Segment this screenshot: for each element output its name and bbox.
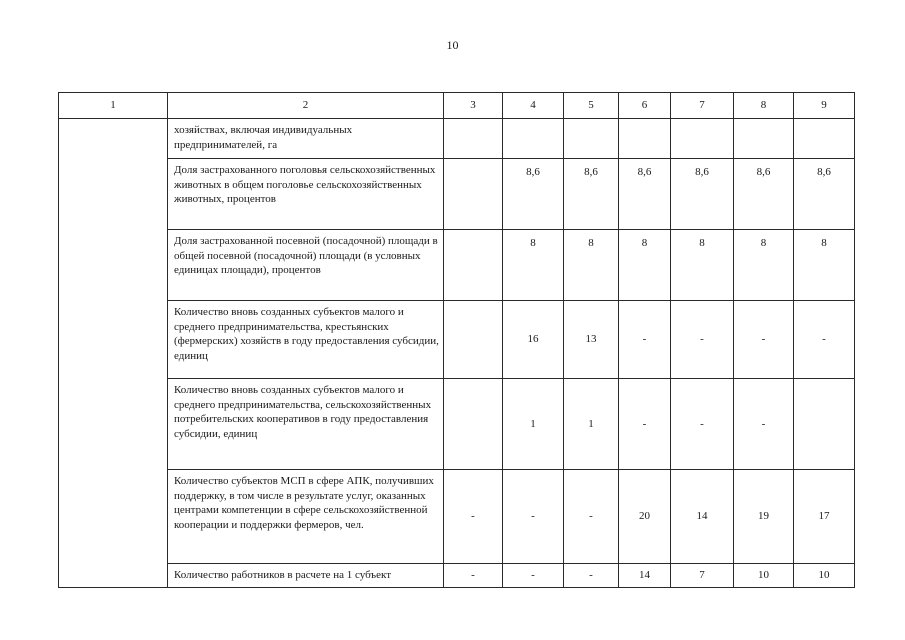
header-col-2: 2 <box>168 93 444 119</box>
value-cell <box>444 230 503 301</box>
value-cell: - <box>619 301 671 379</box>
value-cell: 10 <box>794 564 855 588</box>
indicator-label: хозяйствах, включая индивидуальных предпринимателей, га <box>168 119 444 159</box>
value-cell <box>444 159 503 230</box>
value-cell <box>619 119 671 159</box>
value-cell: 14 <box>671 470 734 564</box>
value-cell: 8 <box>564 230 619 301</box>
value-cell <box>564 119 619 159</box>
indicator-label: Количество субъектов МСП в сфере АПК, получивших поддержку, в том числе в результате услуг, оказанных центрами компетенции в сфере сельскохозяйственной кооперации и поддержки фермеров, чел. <box>168 470 444 564</box>
header-row <box>59 93 855 119</box>
value-cell: 16 <box>503 301 564 379</box>
table-row <box>59 301 855 379</box>
value-cell: 8 <box>794 230 855 301</box>
header-col-7: 7 <box>671 93 734 119</box>
value-cell: - <box>671 379 734 470</box>
value-cell: - <box>734 379 794 470</box>
header-col-8: 8 <box>734 93 794 119</box>
value-cell: 7 <box>671 564 734 588</box>
value-cell <box>794 119 855 159</box>
value-cell: - <box>794 301 855 379</box>
indicator-label: Доля застрахованного поголовья сельскохозяйственных животных в общем поголовье сельскохозяйственных животных, процентов <box>168 159 444 230</box>
value-cell: 19 <box>734 470 794 564</box>
table-row <box>59 470 855 564</box>
value-cell: 20 <box>619 470 671 564</box>
value-cell: 8,6 <box>619 159 671 230</box>
value-cell <box>444 119 503 159</box>
value-cell: 8,6 <box>734 159 794 230</box>
value-cell: 8 <box>619 230 671 301</box>
value-cell: - <box>564 470 619 564</box>
value-cell: 8 <box>503 230 564 301</box>
value-cell: 1 <box>564 379 619 470</box>
indicator-label: Доля застрахованной посевной (посадочной) площади в общей посевной (посадочной) площади (в условных единицах площади), процентов <box>168 230 444 301</box>
value-cell: 8 <box>671 230 734 301</box>
value-cell: - <box>734 301 794 379</box>
value-cell: - <box>444 470 503 564</box>
value-cell <box>671 119 734 159</box>
value-cell <box>734 119 794 159</box>
table-row <box>59 119 855 159</box>
value-cell: 14 <box>619 564 671 588</box>
header-col-5: 5 <box>564 93 619 119</box>
value-cell: 17 <box>794 470 855 564</box>
value-cell: 8,6 <box>794 159 855 230</box>
header-col-1: 1 <box>59 93 168 119</box>
data-table <box>58 92 855 588</box>
table-row <box>59 379 855 470</box>
indicator-label: Количество работников в расчете на 1 субъект <box>168 564 444 588</box>
value-cell: 1 <box>503 379 564 470</box>
indicator-label: Количество вновь созданных субъектов малого и среднего предпринимательства, крестьянских (фермерских) хозяйств в году предоставления субсидии, единиц <box>168 301 444 379</box>
value-cell <box>444 301 503 379</box>
value-cell: - <box>619 379 671 470</box>
value-cell <box>794 379 855 470</box>
value-cell: - <box>503 564 564 588</box>
table-row <box>59 230 855 301</box>
value-cell: 8,6 <box>564 159 619 230</box>
value-cell: 13 <box>564 301 619 379</box>
merged-col-1-cell <box>59 119 168 588</box>
value-cell: - <box>564 564 619 588</box>
value-cell <box>503 119 564 159</box>
value-cell: - <box>503 470 564 564</box>
table-row <box>59 564 855 588</box>
value-cell: 8,6 <box>671 159 734 230</box>
header-col-6: 6 <box>619 93 671 119</box>
indicator-label: Количество вновь созданных субъектов малого и среднего предпринимательства, сельскохозяйственных потребительских кооперативов в году предоставления субсидии, единиц <box>168 379 444 470</box>
header-col-4: 4 <box>503 93 564 119</box>
value-cell: - <box>671 301 734 379</box>
value-cell: 10 <box>734 564 794 588</box>
value-cell: 8,6 <box>503 159 564 230</box>
value-cell: - <box>444 564 503 588</box>
value-cell: 8 <box>734 230 794 301</box>
table-row <box>59 159 855 230</box>
page-number: 10 <box>446 38 459 52</box>
value-cell <box>444 379 503 470</box>
header-col-9: 9 <box>794 93 855 119</box>
header-col-3: 3 <box>444 93 503 119</box>
